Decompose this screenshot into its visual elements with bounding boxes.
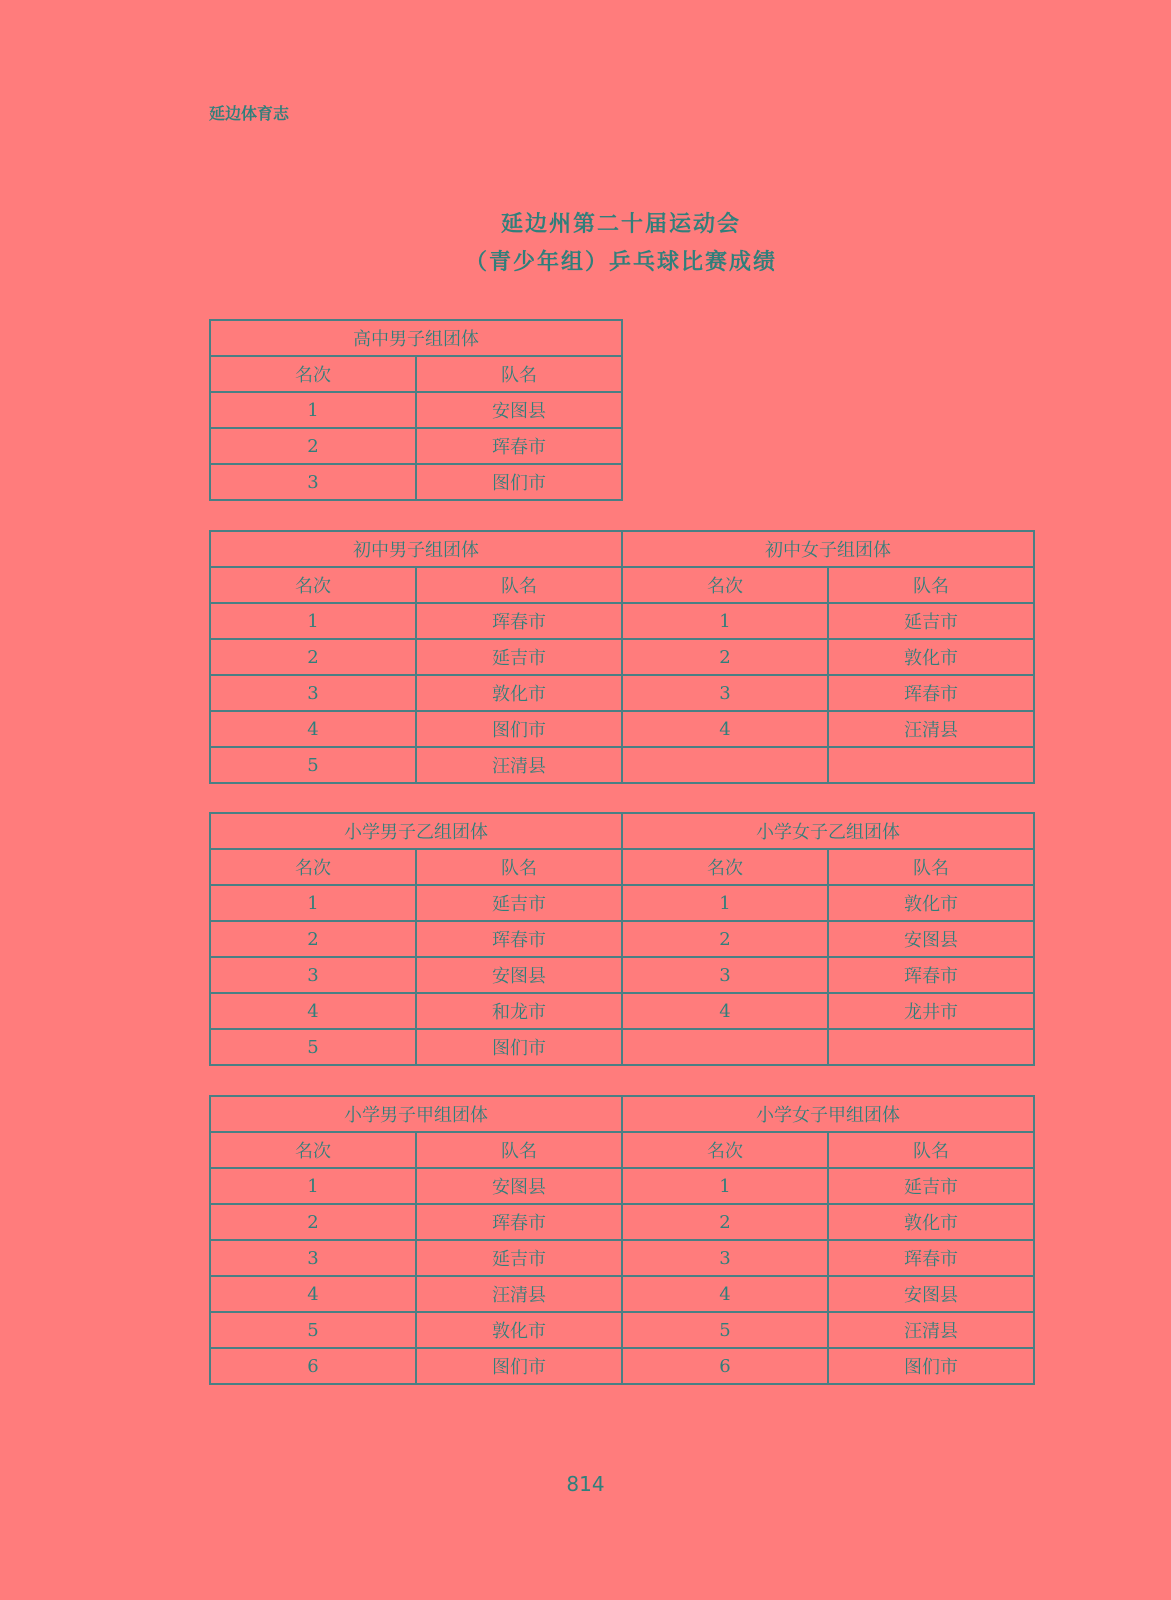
rank-cell: 1	[210, 885, 416, 921]
team-cell: 珲春市	[416, 1204, 622, 1240]
rank-cell: 3	[210, 675, 416, 711]
rank-cell: 6	[622, 1348, 828, 1384]
column-header-team: 队名	[828, 1132, 1034, 1168]
team-cell: 汪清县	[828, 1312, 1034, 1348]
rank-cell: 3	[210, 464, 416, 500]
running-header: 延边体育志	[209, 104, 290, 123]
team-cell: 汪清县	[416, 1276, 622, 1312]
rank-cell: 2	[622, 1204, 828, 1240]
table-title: 小学女子甲组团体	[622, 1096, 1034, 1132]
column-header-rank: 名次	[210, 567, 416, 603]
rank-cell: 3	[622, 957, 828, 993]
team-cell: 珲春市	[828, 1240, 1034, 1276]
rank-cell: 2	[210, 1204, 416, 1240]
table-row	[210, 639, 1034, 675]
results-table-primary-b	[209, 812, 1035, 1066]
rank-cell: 4	[622, 711, 828, 747]
team-cell: 延吉市	[416, 1240, 622, 1276]
rank-cell: 2	[622, 921, 828, 957]
team-cell: 敦化市	[416, 675, 622, 711]
rank-cell: 1	[210, 1168, 416, 1204]
results-table-primary-a	[209, 1095, 1035, 1385]
rank-cell: 5	[210, 1029, 416, 1065]
table-row	[210, 675, 1034, 711]
team-cell: 敦化市	[416, 1312, 622, 1348]
rank-cell: 5	[210, 747, 416, 783]
team-cell: 珲春市	[416, 603, 622, 639]
document-title: 延边州第二十届运动会	[500, 211, 741, 237]
results-table-high-school	[209, 319, 623, 501]
team-cell: 延吉市	[828, 603, 1034, 639]
table-row	[210, 1204, 1034, 1240]
table-row	[210, 957, 1034, 993]
team-cell: 珲春市	[828, 675, 1034, 711]
column-header-rank: 名次	[622, 849, 828, 885]
rank-cell: 5	[210, 1312, 416, 1348]
table-row	[210, 711, 1034, 747]
rank-cell: 1	[622, 603, 828, 639]
table-title: 高中男子组团体	[210, 320, 622, 356]
team-cell: 敦化市	[828, 639, 1034, 675]
column-header-rank: 名次	[622, 567, 828, 603]
team-cell: 敦化市	[828, 885, 1034, 921]
rank-cell: 1	[622, 1168, 828, 1204]
column-header-team: 队名	[416, 356, 622, 392]
team-cell: 图们市	[416, 1029, 622, 1065]
team-cell: 安图县	[416, 957, 622, 993]
table-row	[210, 392, 622, 428]
document-subtitle: （青少年组）乒乓球比赛成绩	[464, 249, 777, 275]
table-row	[210, 1276, 1034, 1312]
table-row	[210, 747, 1034, 783]
results-table-junior	[209, 530, 1035, 784]
rank-cell: 4	[210, 993, 416, 1029]
team-cell: 图们市	[828, 1348, 1034, 1384]
table-row	[210, 1312, 1034, 1348]
column-header-rank: 名次	[210, 356, 416, 392]
column-header-team: 队名	[416, 1132, 622, 1168]
table-row	[210, 464, 622, 500]
team-cell: 珲春市	[416, 921, 622, 957]
team-cell: 珲春市	[416, 428, 622, 464]
rank-cell: 1	[622, 885, 828, 921]
column-header-team: 队名	[416, 849, 622, 885]
table-row	[210, 993, 1034, 1029]
rank-cell: 3	[210, 957, 416, 993]
empty-cell	[828, 747, 1034, 783]
table-row	[210, 1168, 1034, 1204]
empty-cell	[622, 747, 828, 783]
rank-cell: 3	[622, 675, 828, 711]
team-cell: 汪清县	[828, 711, 1034, 747]
team-cell: 延吉市	[416, 885, 622, 921]
team-cell: 龙井市	[828, 993, 1034, 1029]
rank-cell: 1	[210, 392, 416, 428]
team-cell: 敦化市	[828, 1204, 1034, 1240]
table-row	[210, 1240, 1034, 1276]
rank-cell: 4	[210, 1276, 416, 1312]
column-header-team: 队名	[828, 567, 1034, 603]
team-cell: 图们市	[416, 1348, 622, 1384]
table-row	[210, 1348, 1034, 1384]
column-header-rank: 名次	[210, 1132, 416, 1168]
rank-cell: 5	[622, 1312, 828, 1348]
table-title: 初中男子组团体	[210, 531, 622, 567]
table-title: 小学男子甲组团体	[210, 1096, 622, 1132]
team-cell: 安图县	[828, 1276, 1034, 1312]
team-cell: 珲春市	[828, 957, 1034, 993]
column-header-team: 队名	[416, 567, 622, 603]
table-row	[210, 428, 622, 464]
rank-cell: 4	[622, 993, 828, 1029]
rank-cell: 2	[622, 639, 828, 675]
table-title: 初中女子组团体	[622, 531, 1034, 567]
table-row	[210, 885, 1034, 921]
column-header-team: 队名	[828, 849, 1034, 885]
rank-cell: 2	[210, 428, 416, 464]
table-row	[210, 921, 1034, 957]
table-title: 小学男子乙组团体	[210, 813, 622, 849]
team-cell: 安图县	[416, 1168, 622, 1204]
rank-cell: 3	[210, 1240, 416, 1276]
table-title: 小学女子乙组团体	[622, 813, 1034, 849]
table-row	[210, 603, 1034, 639]
team-cell: 图们市	[416, 711, 622, 747]
team-cell: 延吉市	[828, 1168, 1034, 1204]
page-number: 814	[566, 1472, 605, 1496]
empty-cell	[622, 1029, 828, 1065]
column-header-rank: 名次	[622, 1132, 828, 1168]
team-cell: 汪清县	[416, 747, 622, 783]
column-header-rank: 名次	[210, 849, 416, 885]
rank-cell: 2	[210, 921, 416, 957]
team-cell: 图们市	[416, 464, 622, 500]
team-cell: 延吉市	[416, 639, 622, 675]
empty-cell	[828, 1029, 1034, 1065]
rank-cell: 6	[210, 1348, 416, 1384]
rank-cell: 1	[210, 603, 416, 639]
rank-cell: 3	[622, 1240, 828, 1276]
table-row	[210, 1029, 1034, 1065]
team-cell: 安图县	[416, 392, 622, 428]
rank-cell: 4	[210, 711, 416, 747]
team-cell: 和龙市	[416, 993, 622, 1029]
team-cell: 安图县	[828, 921, 1034, 957]
rank-cell: 2	[210, 639, 416, 675]
rank-cell: 4	[622, 1276, 828, 1312]
